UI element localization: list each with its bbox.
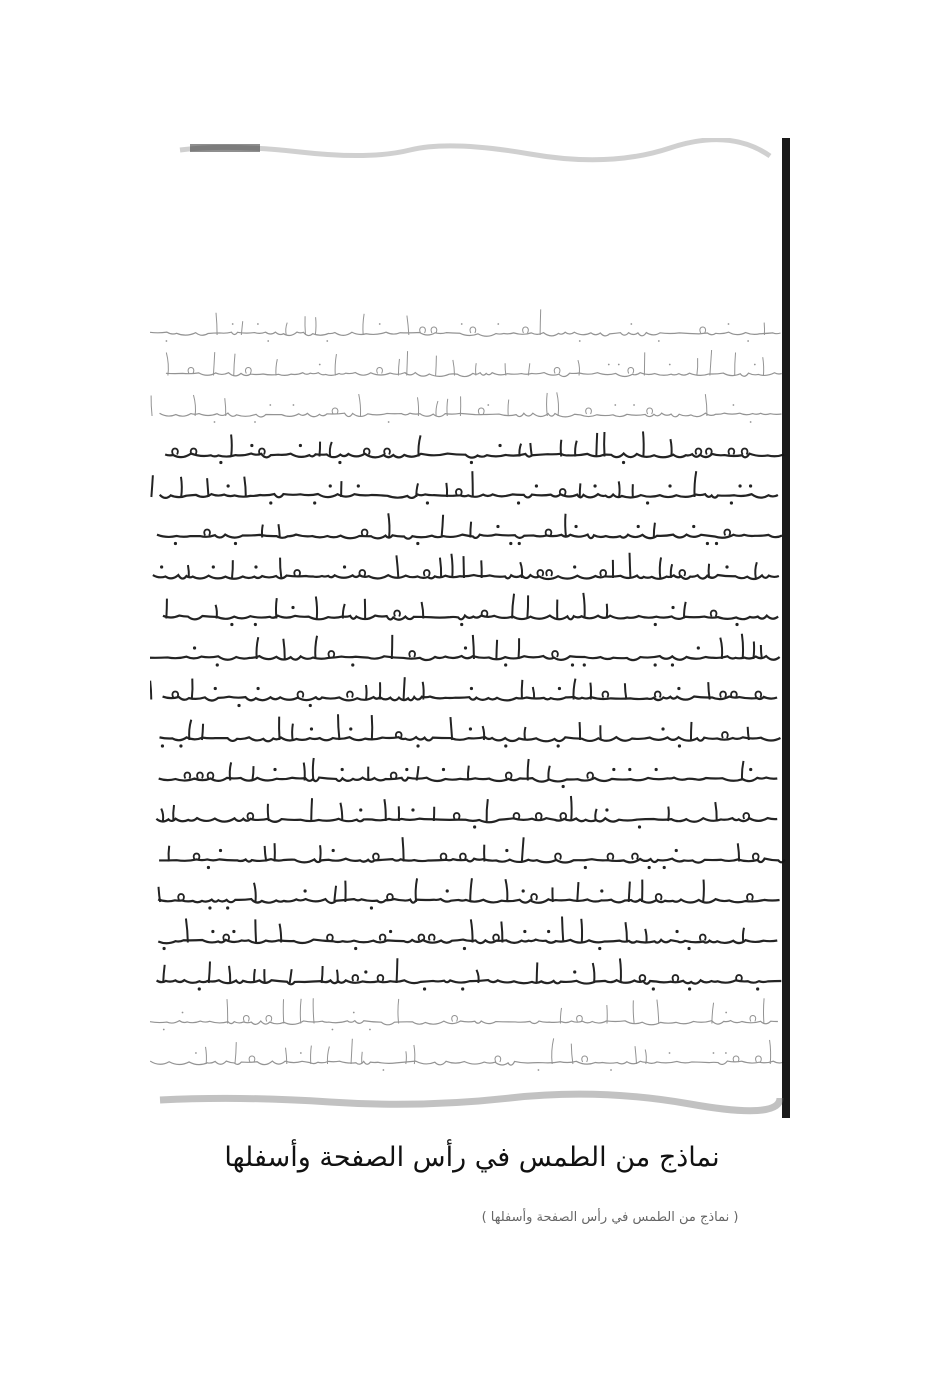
manuscript-line xyxy=(151,392,781,423)
manuscript-line xyxy=(157,513,782,545)
manuscript-line xyxy=(150,634,780,667)
manuscript-line xyxy=(151,471,778,504)
manuscript-line xyxy=(158,878,779,909)
bottom-smudge xyxy=(160,1094,780,1111)
manuscript-line xyxy=(150,998,778,1030)
manuscript-line xyxy=(158,917,777,951)
manuscript-line xyxy=(160,714,781,747)
manuscript-line xyxy=(153,553,779,579)
manuscript-line xyxy=(157,958,782,990)
manuscript-line xyxy=(159,837,785,869)
manuscript-line xyxy=(150,431,784,464)
manuscript-scan xyxy=(150,138,795,1225)
top-smudge-dark xyxy=(190,144,260,152)
manuscript-footnote: ( نماذج من الطمس في رأس الصفحة وأسفلها ) xyxy=(481,1210,739,1225)
manuscript-text-lines xyxy=(150,309,785,1071)
page-caption: نماذج من الطمس في رأس الصفحة وأسفلها xyxy=(224,1142,720,1173)
page-edge-shadow xyxy=(782,138,790,1118)
manuscript-image xyxy=(150,138,795,1118)
manuscript-line xyxy=(150,1038,784,1071)
manuscript-line xyxy=(150,758,777,788)
manuscript-line xyxy=(150,677,777,707)
manuscript-line xyxy=(156,796,777,829)
manuscript-line xyxy=(150,309,781,342)
manuscript-line xyxy=(166,350,782,377)
top-smudge xyxy=(180,140,770,160)
manuscript-line xyxy=(163,593,778,626)
